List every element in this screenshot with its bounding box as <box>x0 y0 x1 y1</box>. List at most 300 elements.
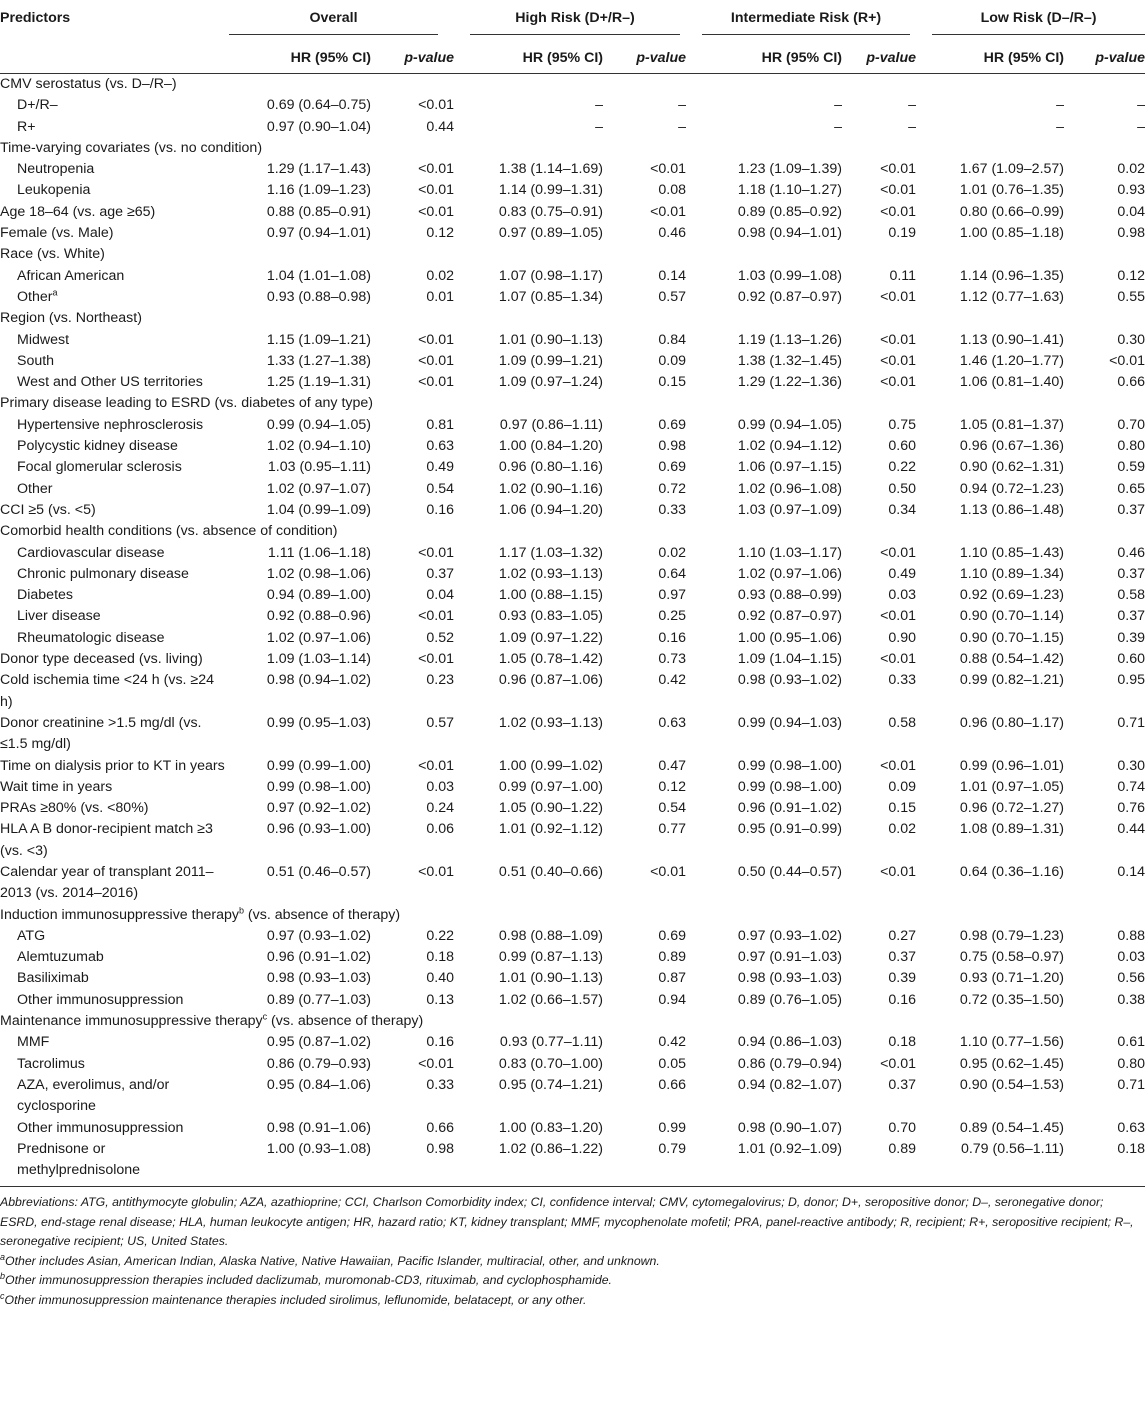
predictor-label: Primary disease leading to ESRD (vs. diabetes of any type) <box>0 395 373 412</box>
p-value-cell-overall: 0.24 <box>426 800 454 817</box>
hr-cell-overall: 0.88 (0.85–0.91) <box>266 203 371 220</box>
hr-cell-overall: 0.99 (0.95–1.03) <box>266 714 371 731</box>
hr-cell-high-risk: 1.38 (1.14–1.69) <box>498 161 603 178</box>
hr-cell-intermediate-risk: 0.97 (0.91–1.03) <box>737 949 842 966</box>
hr-cell-intermediate-risk: 0.96 (0.91–1.02) <box>737 800 842 817</box>
hr-cell-low-risk: 0.94 (0.72–1.23) <box>959 480 1065 497</box>
table-row <box>0 649 1145 670</box>
table-row <box>0 457 1145 478</box>
predictor-label: West and Other US territories <box>17 374 203 391</box>
p-value-cell-low-risk: 0.14 <box>1117 863 1145 880</box>
predictor-label: PRAs ≥80% (vs. <80%) <box>0 800 149 817</box>
predictor-label: CMV serostatus (vs. D–/R–) <box>0 76 177 92</box>
predictor-label: Liver disease <box>17 608 101 625</box>
p-value-cell-overall: 0.18 <box>426 949 454 966</box>
p-value-cell-low-risk: 0.37 <box>1117 565 1145 582</box>
p-value-cell-low-risk: 0.88 <box>1117 927 1145 944</box>
p-value-cell-high-risk: 0.16 <box>658 629 686 646</box>
predictor-label: ATG <box>17 927 46 944</box>
p-value-cell-intermediate-risk: <0.01 <box>880 757 917 774</box>
table-row <box>0 223 1145 244</box>
p-value-cell-overall: 0.06 <box>426 821 454 838</box>
table-row <box>0 713 1145 756</box>
p-value-cell-high-risk: 0.57 <box>658 288 686 305</box>
p-value-cell-intermediate-risk: <0.01 <box>880 374 917 391</box>
p-value-cell-intermediate-risk: 0.37 <box>888 1076 917 1093</box>
hr-cell-low-risk: 0.96 (0.80–1.17) <box>959 714 1065 731</box>
p-value-cell-high-risk: 0.25 <box>658 608 686 625</box>
p-value-cell-low-risk: 0.30 <box>1117 331 1145 348</box>
predictor-label: CCI ≥5 (vs. <5) <box>0 501 96 518</box>
predictor-label: Age 18–64 (vs. age ≥65) <box>0 203 156 220</box>
hr-cell-intermediate-risk: 1.02 (0.94–1.12) <box>737 438 842 455</box>
p-value-cell-overall: 0.16 <box>426 1034 454 1051</box>
hr-cell-overall: 0.98 (0.91–1.06) <box>266 1119 371 1136</box>
p-value-cell-high-risk: 0.99 <box>658 1119 686 1136</box>
table-body <box>0 74 1145 1187</box>
predictor-label: Cardiovascular disease <box>17 544 165 561</box>
hr-cell-overall: 1.04 (1.01–1.08) <box>266 267 371 284</box>
hr-cell-overall: 1.02 (0.94–1.10) <box>266 438 371 455</box>
hr-cell-low-risk: 1.14 (0.96–1.35) <box>959 267 1065 284</box>
p-value-cell-high-risk: 0.73 <box>658 651 686 668</box>
p-value-cell-low-risk: 0.74 <box>1117 778 1145 795</box>
predictor-label: MMF <box>17 1034 50 1051</box>
p-value-cell-low-risk: 0.37 <box>1117 501 1145 518</box>
footnote-c: $^c$Other immunosuppression maintenance therapies included sirolimus, leflunomide, belatacept, or any other. <box>0 1290 587 1307</box>
hr-cell-overall: 1.02 (0.97–1.07) <box>266 480 371 497</box>
p-value-cell-low-risk: 0.46 <box>1117 544 1145 561</box>
hr-cell-intermediate-risk: 1.38 (1.32–1.45) <box>737 352 842 369</box>
hr-cell-high-risk: 0.51 (0.40–0.66) <box>498 863 603 880</box>
p-value-cell-overall: 0.66 <box>426 1119 454 1136</box>
p-value-cell-overall: 0.44 <box>426 118 454 135</box>
table-row <box>0 266 1145 287</box>
p-value-cell-high-risk: 0.42 <box>658 1034 686 1051</box>
p-value-cell-intermediate-risk: 0.39 <box>888 970 917 987</box>
hr-cell-low-risk: 0.92 (0.69–1.23) <box>959 587 1065 604</box>
p-value-cell-intermediate-risk: 0.27 <box>888 927 917 944</box>
hr-cell-overall: 0.99 (0.94–1.05) <box>266 416 371 433</box>
table-row <box>0 1075 1145 1118</box>
table-row <box>0 798 1145 819</box>
group-header-intermediate-risk: Intermediate Risk (R+) <box>686 0 916 42</box>
hr-cell-high-risk: 1.02 (0.90–1.16) <box>498 480 603 497</box>
footnote-b: $^b$Other immunosuppression therapies included daclizumab, muromonab-CD3, rituximab, and cyclophosphamide. <box>0 1271 612 1288</box>
p-value-cell-high-risk: 0.66 <box>658 1076 686 1093</box>
p-value-cell-overall: 0.49 <box>426 459 454 476</box>
hr-cell-high-risk: 1.01 (0.90–1.13) <box>498 970 603 987</box>
predictors-subheader-blank <box>0 42 229 74</box>
hr-cell-low-risk: 1.01 (0.76–1.35) <box>959 182 1065 199</box>
hr-cell-intermediate-risk: 1.23 (1.09–1.39) <box>737 161 842 178</box>
p-value-cell-intermediate-risk: 0.15 <box>888 800 917 817</box>
p-value-cell-overall: 0.98 <box>371 1139 454 1187</box>
p-value-cell-high-risk: 0.69 <box>658 416 686 433</box>
hr-cell-high-risk: 0.93 (0.83–1.05) <box>498 608 603 625</box>
hr-cell-intermediate-risk: 1.01 (0.92–1.09) <box>686 1139 842 1187</box>
hr-cell-low-risk: 1.46 (1.20–1.77) <box>959 352 1065 369</box>
p-value-cell-low-risk: – <box>1137 118 1145 135</box>
hr-cell-high-risk: 1.07 (0.98–1.17) <box>498 267 603 284</box>
group-header-low-risk: Low Risk (D–/R–) <box>916 0 1145 42</box>
predictor-label: Race (vs. White) <box>0 246 105 263</box>
hr-cell-intermediate-risk: 1.03 (0.97–1.09) <box>737 501 842 518</box>
p-value-cell-high-risk: <0.01 <box>650 863 686 880</box>
hr-cell-intermediate-risk: 1.09 (1.04–1.15) <box>737 651 842 668</box>
predictor-label: Cold ischemia time <24 h (vs. ≥24 h) <box>0 672 214 710</box>
p-value-cell-overall: <0.01 <box>418 374 454 391</box>
hr-cell-high-risk: 1.02 (0.66–1.57) <box>498 991 603 1008</box>
hr-cell-high-risk: – <box>595 97 603 114</box>
hr-cell-low-risk: 0.90 (0.70–1.14) <box>959 608 1065 625</box>
p-value-cell-high-risk: 0.69 <box>658 927 686 944</box>
hr-cell-intermediate-risk: 1.19 (1.13–1.26) <box>737 331 842 348</box>
hr-cell-low-risk: 1.12 (0.77–1.63) <box>959 288 1065 305</box>
hr-cell-overall: 1.04 (0.99–1.09) <box>266 501 371 518</box>
hr-cell-high-risk: 1.00 (0.88–1.15) <box>498 587 603 604</box>
hr-cell-low-risk: 0.95 (0.62–1.45) <box>959 1055 1065 1072</box>
p-value-cell-high-risk: 0.97 <box>658 587 686 604</box>
hr-cell-low-risk: 1.13 (0.86–1.48) <box>959 501 1065 518</box>
hr-cell-low-risk: 0.72 (0.35–1.50) <box>959 991 1065 1008</box>
p-value-cell-overall: <0.01 <box>418 1055 454 1072</box>
p-value-cell-overall: 0.33 <box>426 1076 454 1093</box>
hr-cell-high-risk: 0.96 (0.80–1.16) <box>498 459 603 476</box>
table-row <box>0 1118 1145 1139</box>
p-value-cell-high-risk: 0.69 <box>658 459 686 476</box>
hr-cell-low-risk: 1.00 (0.85–1.18) <box>959 225 1065 242</box>
table-row <box>0 606 1145 627</box>
category-row <box>0 521 1145 542</box>
p-value-cell-high-risk: 0.15 <box>658 374 686 391</box>
hr-cell-intermediate-risk: 0.94 (0.82–1.07) <box>737 1076 842 1093</box>
predictor-label: Other <box>17 480 53 497</box>
p-value-cell-low-risk: 0.80 <box>1117 1055 1145 1072</box>
category-row <box>0 905 1145 926</box>
hr-cell-overall: 1.00 (0.93–1.08) <box>229 1139 371 1187</box>
predictor-label: Region (vs. Northeast) <box>0 310 142 327</box>
p-header-overall: p-value <box>371 42 454 74</box>
table-row <box>0 670 1145 713</box>
p-value-cell-intermediate-risk: <0.01 <box>880 161 917 178</box>
hr-cell-high-risk: 0.97 (0.89–1.05) <box>498 225 603 242</box>
hr-cell-overall: 1.16 (1.09–1.23) <box>266 182 371 199</box>
hr-cell-low-risk: 0.75 (0.58–0.97) <box>959 949 1065 966</box>
hr-cell-intermediate-risk: 0.97 (0.93–1.02) <box>737 927 842 944</box>
p-value-cell-intermediate-risk: <0.01 <box>880 651 917 668</box>
hr-cell-low-risk: 0.90 (0.70–1.15) <box>959 629 1065 646</box>
hr-cell-high-risk: 1.06 (0.94–1.20) <box>498 501 603 518</box>
predictor-label: South <box>17 352 55 369</box>
p-value-cell-overall: <0.01 <box>418 757 454 774</box>
predictor-label: Neutropenia <box>17 161 95 178</box>
predictor-label: Tacrolimus <box>17 1055 85 1072</box>
hr-cell-high-risk: 1.02 (0.93–1.13) <box>498 714 603 731</box>
hr-cell-high-risk: 1.09 (0.97–1.22) <box>498 629 603 646</box>
table-row <box>0 372 1145 393</box>
table-row <box>0 95 1145 116</box>
p-value-cell-intermediate-risk: <0.01 <box>880 608 917 625</box>
p-value-cell-low-risk: 0.95 <box>1117 672 1145 689</box>
table-row <box>0 947 1145 968</box>
hr-cell-intermediate-risk: 0.99 (0.98–1.00) <box>737 757 842 774</box>
p-value-cell-low-risk: 0.70 <box>1117 416 1145 433</box>
table-row <box>0 1032 1145 1053</box>
hr-cell-intermediate-risk: 0.92 (0.87–0.97) <box>737 608 842 625</box>
hr-cell-intermediate-risk: 0.98 (0.94–1.01) <box>737 225 842 242</box>
hr-cell-low-risk: 0.90 (0.62–1.31) <box>959 459 1065 476</box>
table-row <box>0 117 1145 138</box>
hr-cell-overall: 0.97 (0.92–1.02) <box>266 800 371 817</box>
predictor-label: Donor type deceased (vs. living) <box>0 651 203 668</box>
table-row <box>0 968 1145 989</box>
hr-cell-low-risk: 0.90 (0.54–1.53) <box>959 1076 1065 1093</box>
hr-cell-low-risk: 0.80 (0.66–0.99) <box>959 203 1065 220</box>
hr-cell-low-risk: 0.88 (0.54–1.42) <box>959 651 1065 668</box>
predictor-label: Basiliximab <box>17 970 89 987</box>
p-value-cell-overall: 0.63 <box>426 438 454 455</box>
p-value-cell-overall: 0.04 <box>426 587 454 604</box>
hr-cell-low-risk: 0.79 (0.56–1.11) <box>916 1139 1064 1187</box>
p-value-cell-high-risk: 0.79 <box>603 1139 686 1187</box>
p-value-cell-intermediate-risk: 0.89 <box>842 1139 916 1187</box>
p-value-cell-high-risk: 0.89 <box>658 949 686 966</box>
table-row <box>0 287 1145 308</box>
p-value-cell-intermediate-risk: 0.37 <box>888 949 917 966</box>
predictor-label: D+/R– <box>17 97 58 114</box>
p-value-cell-low-risk: 0.93 <box>1117 182 1145 199</box>
table-row <box>0 819 1145 862</box>
hr-cell-overall: 1.03 (0.95–1.11) <box>267 459 371 476</box>
hr-cell-intermediate-risk: 0.95 (0.91–0.99) <box>737 821 842 838</box>
table-row <box>0 926 1145 947</box>
hr-cell-high-risk: 0.99 (0.97–1.00) <box>498 778 603 795</box>
p-value-cell-overall: 0.54 <box>426 480 454 497</box>
predictor-label: Female (vs. Male) <box>0 225 114 242</box>
p-value-cell-intermediate-risk: <0.01 <box>880 544 917 561</box>
hr-cell-overall: 0.95 (0.87–1.02) <box>266 1034 371 1051</box>
hr-cell-intermediate-risk: 0.98 (0.93–1.03) <box>737 970 842 987</box>
hr-cell-intermediate-risk: 1.18 (1.10–1.27) <box>737 182 842 199</box>
p-value-cell-low-risk: 0.38 <box>1117 991 1145 1008</box>
hr-cell-overall: 0.51 (0.46–0.57) <box>266 863 371 880</box>
p-value-cell-low-risk: 0.65 <box>1117 480 1145 497</box>
hr-cell-intermediate-risk: 0.89 (0.76–1.05) <box>737 991 842 1008</box>
hr-cell-low-risk: 1.08 (0.89–1.31) <box>959 821 1065 838</box>
category-row <box>0 393 1145 414</box>
p-value-cell-high-risk: – <box>678 118 686 135</box>
hr-cell-intermediate-risk: 0.99 (0.98–1.00) <box>737 778 842 795</box>
hr-cell-overall: 1.09 (1.03–1.14) <box>266 651 371 668</box>
hr-cell-high-risk: 1.09 (0.99–1.21) <box>498 352 603 369</box>
p-value-cell-overall: 0.37 <box>426 565 454 582</box>
hr-cell-intermediate-risk: 1.10 (1.03–1.17) <box>737 544 842 561</box>
table-row <box>0 543 1145 564</box>
hr-cell-low-risk: 0.93 (0.71–1.20) <box>959 970 1065 987</box>
hr-cell-intermediate-risk: 1.06 (0.97–1.15) <box>737 459 842 476</box>
predictor-label: Prednisone or methylprednisolone <box>0 1139 229 1187</box>
p-value-cell-intermediate-risk: <0.01 <box>880 331 917 348</box>
table-row <box>0 436 1145 457</box>
hr-cell-overall: 0.93 (0.88–0.98) <box>266 288 371 305</box>
hr-cell-low-risk: – <box>1056 97 1065 114</box>
hr-cell-intermediate-risk: – <box>834 118 842 135</box>
hr-cell-overall: 1.15 (1.09–1.21) <box>266 331 371 348</box>
hr-cell-low-risk: 0.96 (0.67–1.36) <box>959 438 1065 455</box>
hr-cell-low-risk: 0.64 (0.36–1.16) <box>959 863 1065 880</box>
predictor-label: Calendar year of transplant 2011–2013 (vs. 2014–2016) <box>0 863 214 902</box>
predictor-label: Leukopenia <box>17 182 91 199</box>
hr-cell-overall: 1.25 (1.19–1.31) <box>266 374 371 391</box>
p-value-cell-overall: <0.01 <box>418 352 454 369</box>
hr-cell-high-risk: 1.01 (0.90–1.13) <box>498 331 603 348</box>
p-value-cell-overall: 0.57 <box>426 714 454 731</box>
hr-cell-low-risk: 1.10 (0.77–1.56) <box>959 1034 1065 1051</box>
table-row <box>0 1139 1145 1187</box>
p-value-cell-intermediate-risk: 0.18 <box>888 1034 917 1051</box>
p-value-cell-low-risk: 0.55 <box>1117 288 1145 305</box>
p-value-cell-high-risk: 0.54 <box>658 800 686 817</box>
hr-cell-overall: 0.86 (0.79–0.93) <box>266 1055 371 1072</box>
hr-cell-overall: 0.98 (0.94–1.02) <box>266 672 371 689</box>
p-value-cell-low-risk: 0.61 <box>1117 1034 1145 1051</box>
predictor-label: Other$^a$ <box>17 287 58 305</box>
hr-cell-intermediate-risk: – <box>834 97 842 114</box>
hr-cell-low-risk: 1.01 (0.97–1.05) <box>959 778 1065 795</box>
p-value-cell-high-risk: 0.12 <box>658 778 686 795</box>
hr-cell-intermediate-risk: 0.92 (0.87–0.97) <box>737 288 842 305</box>
hr-cell-overall: 0.98 (0.93–1.03) <box>266 970 371 987</box>
hr-cell-intermediate-risk: 0.89 (0.85–0.92) <box>737 203 842 220</box>
p-value-cell-intermediate-risk: 0.50 <box>888 480 917 497</box>
p-value-cell-low-risk: 0.18 <box>1064 1139 1145 1187</box>
predictor-label: Donor creatinine >1.5 mg/dl (vs. ≤1.5 mg/dl) <box>0 714 202 753</box>
p-value-cell-overall: <0.01 <box>418 182 454 199</box>
category-row <box>0 74 1145 96</box>
p-value-cell-intermediate-risk: <0.01 <box>880 1055 917 1072</box>
p-value-cell-intermediate-risk: <0.01 <box>880 352 917 369</box>
predictor-label: Midwest <box>17 331 70 348</box>
p-value-cell-overall: <0.01 <box>418 331 454 348</box>
p-value-cell-high-risk: 0.64 <box>658 565 686 582</box>
p-value-cell-intermediate-risk: 0.90 <box>888 629 917 646</box>
p-value-cell-overall: <0.01 <box>418 97 454 114</box>
p-value-cell-high-risk: 0.09 <box>658 352 686 369</box>
p-value-cell-overall: <0.01 <box>418 203 454 220</box>
hr-cell-overall: 1.29 (1.17–1.43) <box>266 161 371 178</box>
p-value-cell-overall: <0.01 <box>418 544 454 561</box>
table-row <box>0 777 1145 798</box>
p-value-cell-low-risk: 0.44 <box>1117 821 1145 838</box>
hr-cell-low-risk: 0.99 (0.82–1.21) <box>959 672 1065 689</box>
p-value-cell-overall: 0.22 <box>426 927 454 944</box>
p-value-cell-high-risk: 0.98 <box>658 438 686 455</box>
hr-cell-high-risk: 1.09 (0.97–1.24) <box>498 374 603 391</box>
table-row <box>0 585 1145 606</box>
hr-cell-overall: 0.89 (0.77–1.03) <box>266 991 371 1008</box>
footnote-a: $^a$Other includes Asian, American Indian, Alaska Native, Native Hawaiian, Pacific Islander, multiracial, other, and unknown. <box>0 1251 660 1268</box>
p-value-cell-intermediate-risk: 0.16 <box>888 991 917 1008</box>
hr-cell-high-risk: 0.97 (0.86–1.11) <box>499 416 603 433</box>
hr-cell-intermediate-risk: 0.86 (0.79–0.94) <box>737 1055 842 1072</box>
p-value-cell-low-risk: – <box>1137 97 1145 114</box>
p-value-cell-high-risk: <0.01 <box>650 161 686 178</box>
p-value-cell-overall: 0.23 <box>426 672 454 689</box>
hr-cell-high-risk: 1.02 (0.86–1.22) <box>454 1139 603 1187</box>
predictor-label: Wait time in years <box>0 778 113 795</box>
table-row <box>0 351 1145 372</box>
hr-cell-intermediate-risk: 1.00 (0.95–1.06) <box>737 629 842 646</box>
p-value-cell-high-risk: 0.87 <box>658 970 686 987</box>
predictor-label: Diabetes <box>17 587 73 604</box>
hr-cell-low-risk: 1.13 (0.90–1.41) <box>959 331 1065 348</box>
table-row <box>0 159 1145 180</box>
predictor-label: AZA, everolimus, and/or cyclosporine <box>17 1076 170 1115</box>
p-value-cell-high-risk: 0.08 <box>658 182 686 199</box>
hr-cell-high-risk: 1.01 (0.92–1.12) <box>498 821 603 838</box>
predictor-label: Focal glomerular sclerosis <box>17 459 182 476</box>
hr-cell-low-risk: 1.67 (1.09–2.57) <box>959 161 1065 178</box>
hr-cell-high-risk: 0.98 (0.88–1.09) <box>498 927 603 944</box>
p-value-cell-intermediate-risk: 0.09 <box>888 778 917 795</box>
hr-cell-low-risk: 1.05 (0.81–1.37) <box>959 416 1065 433</box>
table-row <box>0 479 1145 500</box>
hr-cell-intermediate-risk: 0.98 (0.93–1.02) <box>737 672 842 689</box>
hr-cell-overall: 0.97 (0.93–1.02) <box>266 927 371 944</box>
hr-cell-overall: 0.94 (0.89–1.00) <box>266 587 371 604</box>
p-value-cell-high-risk: 0.33 <box>658 501 686 518</box>
p-value-cell-overall: 0.02 <box>426 267 454 284</box>
hr-header-intermediate-risk: HR (95% CI) <box>686 42 842 74</box>
hr-cell-high-risk: – <box>595 118 603 135</box>
table-row <box>0 756 1145 777</box>
p-value-cell-high-risk: 0.46 <box>658 225 686 242</box>
p-value-cell-low-risk: 0.76 <box>1117 800 1145 817</box>
p-value-cell-overall: 0.40 <box>426 970 454 987</box>
hr-cell-overall: 0.92 (0.88–0.96) <box>266 608 371 625</box>
p-value-cell-high-risk: 0.94 <box>658 991 686 1008</box>
hr-cell-overall: 0.97 (0.90–1.04) <box>266 118 371 135</box>
p-value-cell-low-risk: <0.01 <box>1109 352 1145 369</box>
hr-cell-intermediate-risk: 0.98 (0.90–1.07) <box>737 1119 842 1136</box>
predictor-label: Time-varying covariates (vs. no condition) <box>0 139 263 156</box>
hr-cell-low-risk: 0.98 (0.79–1.23) <box>959 927 1065 944</box>
p-value-cell-low-risk: 0.03 <box>1117 949 1145 966</box>
p-value-cell-high-risk: 0.02 <box>658 544 686 561</box>
p-value-cell-intermediate-risk: 0.58 <box>888 714 917 731</box>
table-row <box>0 180 1145 201</box>
p-value-cell-intermediate-risk: 0.19 <box>888 225 917 242</box>
hr-cell-high-risk: 1.05 (0.90–1.22) <box>498 800 603 817</box>
p-value-cell-overall: 0.13 <box>426 991 454 1008</box>
p-value-cell-intermediate-risk: 0.33 <box>888 672 917 689</box>
table-row <box>0 1054 1145 1075</box>
p-value-cell-low-risk: 0.80 <box>1117 438 1145 455</box>
predictor-label: Maintenance immunosuppressive therapy$^c$ (vs. absence of therapy) <box>0 1011 424 1030</box>
hr-cell-high-risk: 0.95 (0.74–1.21) <box>498 1076 603 1093</box>
p-header-intermediate-risk: p-value <box>842 42 916 74</box>
hr-cell-intermediate-risk: 1.02 (0.96–1.08) <box>737 480 842 497</box>
hr-cell-overall: 0.99 (0.99–1.00) <box>266 757 371 774</box>
category-row <box>0 308 1145 329</box>
p-value-cell-intermediate-risk: 0.60 <box>888 438 917 455</box>
predictor-label: Comorbid health conditions (vs. absence of condition) <box>0 523 338 540</box>
table-row <box>0 628 1145 649</box>
p-value-cell-low-risk: 0.98 <box>1117 225 1145 242</box>
predictor-label: African American <box>17 267 125 284</box>
hr-cell-high-risk: 0.83 (0.75–0.91) <box>498 203 603 220</box>
